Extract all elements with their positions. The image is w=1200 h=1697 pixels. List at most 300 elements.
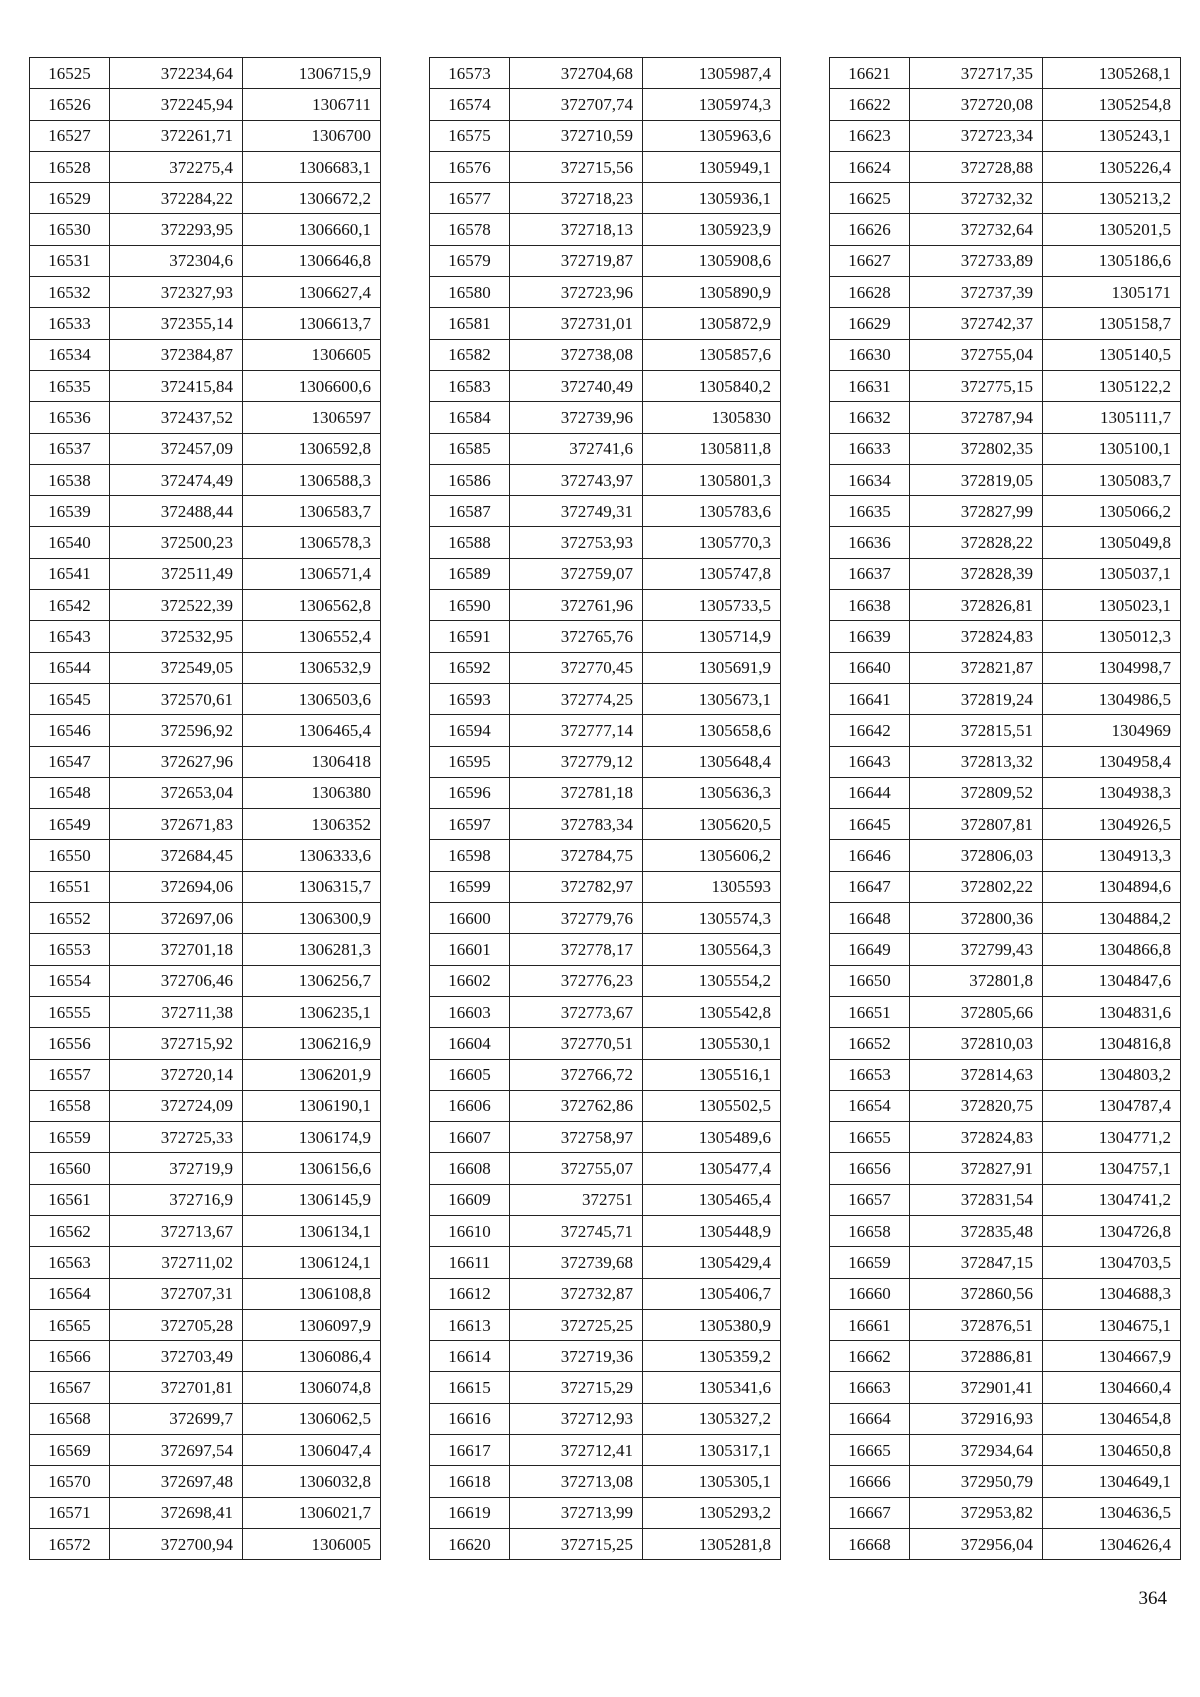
point-number-cell: 16616: [430, 1403, 510, 1434]
point-number-cell: 16551: [30, 871, 110, 902]
x-coordinate-cell: 372739,96: [510, 402, 643, 433]
y-coordinate-cell: 1305171: [1043, 277, 1181, 308]
x-coordinate-cell: 372719,9: [110, 1153, 243, 1184]
y-coordinate-cell: 1305908,6: [643, 245, 781, 276]
table-row: [430, 1278, 781, 1309]
x-coordinate-cell: 372671,83: [110, 809, 243, 840]
table-row: [30, 464, 381, 495]
point-number-cell: 16645: [830, 809, 910, 840]
point-number-cell: 16615: [430, 1372, 510, 1403]
table-row: [30, 590, 381, 621]
x-coordinate-cell: 372713,99: [510, 1497, 643, 1528]
y-coordinate-cell: 1305949,1: [643, 151, 781, 182]
table-row: [30, 1403, 381, 1434]
x-coordinate-cell: 372596,92: [110, 715, 243, 746]
x-coordinate-cell: 372758,97: [510, 1122, 643, 1153]
table-row: [430, 777, 781, 808]
point-number-cell: 16642: [830, 715, 910, 746]
point-number-cell: 16570: [30, 1466, 110, 1497]
y-coordinate-cell: 1306583,7: [243, 496, 381, 527]
table-row: [430, 433, 781, 464]
table-row: [830, 277, 1181, 308]
x-coordinate-cell: 372806,03: [910, 840, 1043, 871]
table-row: [430, 1372, 781, 1403]
table-row: [30, 1059, 381, 1090]
point-number-cell: 16543: [30, 621, 110, 652]
point-number-cell: 16565: [30, 1309, 110, 1340]
table-row: [830, 183, 1181, 214]
table-row: [30, 1309, 381, 1340]
point-number-cell: 16558: [30, 1090, 110, 1121]
y-coordinate-cell: 1304660,4: [1043, 1372, 1181, 1403]
x-coordinate-cell: 372765,76: [510, 621, 643, 652]
y-coordinate-cell: 1306646,8: [243, 245, 381, 276]
table-row: [30, 151, 381, 182]
y-coordinate-cell: 1306300,9: [243, 903, 381, 934]
x-coordinate-cell: 372761,96: [510, 590, 643, 621]
y-coordinate-cell: 1305733,5: [643, 590, 781, 621]
y-coordinate-cell: 1304650,8: [1043, 1435, 1181, 1466]
point-number-cell: 16540: [30, 527, 110, 558]
y-coordinate-cell: 1305305,1: [643, 1466, 781, 1497]
table-row: [430, 1497, 781, 1528]
y-coordinate-cell: 1305593: [643, 871, 781, 902]
y-coordinate-cell: 1306627,4: [243, 277, 381, 308]
x-coordinate-cell: 372694,06: [110, 871, 243, 902]
table-row: [30, 1372, 381, 1403]
y-coordinate-cell: 1305963,6: [643, 120, 781, 151]
table-row: [430, 402, 781, 433]
x-coordinate-cell: 372701,18: [110, 934, 243, 965]
x-coordinate-cell: 372814,63: [910, 1059, 1043, 1090]
table-row: [430, 934, 781, 965]
table-row: [30, 120, 381, 151]
point-number-cell: 16575: [430, 120, 510, 151]
point-number-cell: 16654: [830, 1090, 910, 1121]
table-row: [30, 777, 381, 808]
y-coordinate-cell: 1304866,8: [1043, 934, 1181, 965]
point-number-cell: 16552: [30, 903, 110, 934]
x-coordinate-cell: 372751: [510, 1184, 643, 1215]
y-coordinate-cell: 1305923,9: [643, 214, 781, 245]
table-row: [430, 1466, 781, 1497]
table-row: [830, 715, 1181, 746]
x-coordinate-cell: 372707,74: [510, 89, 643, 120]
y-coordinate-cell: 1304787,4: [1043, 1090, 1181, 1121]
point-number-cell: 16664: [830, 1403, 910, 1434]
point-number-cell: 16633: [830, 433, 910, 464]
point-number-cell: 16629: [830, 308, 910, 339]
table-row: [30, 277, 381, 308]
y-coordinate-cell: 1305100,1: [1043, 433, 1181, 464]
y-coordinate-cell: 1304757,1: [1043, 1153, 1181, 1184]
x-coordinate-cell: 372777,14: [510, 715, 643, 746]
y-coordinate-cell: 1305673,1: [643, 683, 781, 714]
x-coordinate-cell: 372522,39: [110, 590, 243, 621]
x-coordinate-cell: 372876,51: [910, 1309, 1043, 1340]
table-row: [30, 1278, 381, 1309]
y-coordinate-cell: 1304803,2: [1043, 1059, 1181, 1090]
y-coordinate-cell: 1306571,4: [243, 558, 381, 589]
x-coordinate-cell: 372824,83: [910, 1122, 1043, 1153]
x-coordinate-cell: 372787,94: [910, 402, 1043, 433]
point-number-cell: 16656: [830, 1153, 910, 1184]
y-coordinate-cell: 1305830: [643, 402, 781, 433]
x-coordinate-cell: 372773,67: [510, 996, 643, 1027]
table-row: [30, 1028, 381, 1059]
table-row: [830, 339, 1181, 370]
y-coordinate-cell: 1305974,3: [643, 89, 781, 120]
y-coordinate-cell: 1306201,9: [243, 1059, 381, 1090]
point-number-cell: 16564: [30, 1278, 110, 1309]
table-row: [430, 1184, 781, 1215]
table-row: [830, 1497, 1181, 1528]
point-number-cell: 16555: [30, 996, 110, 1027]
y-coordinate-cell: 1306074,8: [243, 1372, 381, 1403]
x-coordinate-cell: 372826,81: [910, 590, 1043, 621]
point-number-cell: 16650: [830, 965, 910, 996]
x-coordinate-cell: 372737,39: [910, 277, 1043, 308]
x-coordinate-cell: 372759,07: [510, 558, 643, 589]
x-coordinate-cell: 372740,49: [510, 370, 643, 401]
table-row: [430, 746, 781, 777]
point-number-cell: 16613: [430, 1309, 510, 1340]
y-coordinate-cell: 1306380: [243, 777, 381, 808]
table-row: [30, 214, 381, 245]
point-number-cell: 16589: [430, 558, 510, 589]
table-row: [830, 777, 1181, 808]
y-coordinate-cell: 1305111,7: [1043, 402, 1181, 433]
point-number-cell: 16532: [30, 277, 110, 308]
table-row: [830, 965, 1181, 996]
x-coordinate-cell: 372739,68: [510, 1247, 643, 1278]
y-coordinate-cell: 1306124,1: [243, 1247, 381, 1278]
point-number-cell: 16608: [430, 1153, 510, 1184]
x-coordinate-cell: 372809,52: [910, 777, 1043, 808]
x-coordinate-cell: 372511,49: [110, 558, 243, 589]
table-row: [30, 1497, 381, 1528]
point-number-cell: 16554: [30, 965, 110, 996]
y-coordinate-cell: 1306418: [243, 746, 381, 777]
point-number-cell: 16644: [830, 777, 910, 808]
point-number-cell: 16539: [30, 496, 110, 527]
x-coordinate-cell: 372488,44: [110, 496, 243, 527]
y-coordinate-cell: 1305012,3: [1043, 621, 1181, 652]
point-number-cell: 16660: [830, 1278, 910, 1309]
y-coordinate-cell: 1304667,9: [1043, 1341, 1181, 1372]
table-row: [830, 89, 1181, 120]
x-coordinate-cell: 372261,71: [110, 120, 243, 151]
point-number-cell: 16636: [830, 527, 910, 558]
x-coordinate-cell: 372570,61: [110, 683, 243, 714]
table-row: [30, 871, 381, 902]
point-number-cell: 16546: [30, 715, 110, 746]
table-row: [830, 464, 1181, 495]
point-number-cell: 16649: [830, 934, 910, 965]
y-coordinate-cell: 1304703,5: [1043, 1247, 1181, 1278]
point-number-cell: 16640: [830, 652, 910, 683]
point-number-cell: 16598: [430, 840, 510, 871]
x-coordinate-cell: 372718,13: [510, 214, 643, 245]
x-coordinate-cell: 372738,08: [510, 339, 643, 370]
y-coordinate-cell: 1304741,2: [1043, 1184, 1181, 1215]
table-row: [430, 89, 781, 120]
point-number-cell: 16628: [830, 277, 910, 308]
x-coordinate-cell: 372778,17: [510, 934, 643, 965]
y-coordinate-cell: 1306315,7: [243, 871, 381, 902]
point-number-cell: 16549: [30, 809, 110, 840]
table-row: [830, 683, 1181, 714]
x-coordinate-cell: 372699,7: [110, 1403, 243, 1434]
point-number-cell: 16595: [430, 746, 510, 777]
x-coordinate-cell: 372415,84: [110, 370, 243, 401]
x-coordinate-cell: 372717,35: [910, 58, 1043, 89]
y-coordinate-cell: 1305083,7: [1043, 464, 1181, 495]
table-row: [830, 871, 1181, 902]
y-coordinate-cell: 1305359,2: [643, 1341, 781, 1372]
x-coordinate-cell: 372704,68: [510, 58, 643, 89]
x-coordinate-cell: 372953,82: [910, 1497, 1043, 1528]
y-coordinate-cell: 1305890,9: [643, 277, 781, 308]
point-number-cell: 16529: [30, 183, 110, 214]
table-row: [830, 402, 1181, 433]
table-row: [830, 1435, 1181, 1466]
y-coordinate-cell: 1304926,5: [1043, 809, 1181, 840]
x-coordinate-cell: 372700,94: [110, 1528, 243, 1559]
point-number-cell: 16605: [430, 1059, 510, 1090]
table-row: [430, 464, 781, 495]
coordinate-table-2: [429, 57, 781, 1560]
y-coordinate-cell: 1306047,4: [243, 1435, 381, 1466]
point-number-cell: 16559: [30, 1122, 110, 1153]
y-coordinate-cell: 1305636,3: [643, 777, 781, 808]
x-coordinate-cell: 372713,08: [510, 1466, 643, 1497]
table-row: [830, 1466, 1181, 1497]
y-coordinate-cell: 1306134,1: [243, 1215, 381, 1246]
y-coordinate-cell: 1305530,1: [643, 1028, 781, 1059]
point-number-cell: 16646: [830, 840, 910, 871]
point-number-cell: 16666: [830, 1466, 910, 1497]
point-number-cell: 16544: [30, 652, 110, 683]
y-coordinate-cell: 1306097,9: [243, 1309, 381, 1340]
table-row: [30, 1435, 381, 1466]
table-row: [430, 1059, 781, 1090]
y-coordinate-cell: 1306532,9: [243, 652, 381, 683]
x-coordinate-cell: 372724,09: [110, 1090, 243, 1121]
x-coordinate-cell: 372950,79: [910, 1466, 1043, 1497]
point-number-cell: 16536: [30, 402, 110, 433]
table-row: [30, 1215, 381, 1246]
table-row: [830, 1278, 1181, 1309]
y-coordinate-cell: 1306032,8: [243, 1466, 381, 1497]
y-coordinate-cell: 1304675,1: [1043, 1309, 1181, 1340]
x-coordinate-cell: 372916,93: [910, 1403, 1043, 1434]
y-coordinate-cell: 1306588,3: [243, 464, 381, 495]
point-number-cell: 16548: [30, 777, 110, 808]
table-row: [30, 809, 381, 840]
y-coordinate-cell: 1305317,1: [643, 1435, 781, 1466]
x-coordinate-cell: 372713,67: [110, 1215, 243, 1246]
y-coordinate-cell: 1305465,4: [643, 1184, 781, 1215]
table-row: [30, 89, 381, 120]
point-number-cell: 16607: [430, 1122, 510, 1153]
x-coordinate-cell: 372549,05: [110, 652, 243, 683]
y-coordinate-cell: 1304649,1: [1043, 1466, 1181, 1497]
x-coordinate-cell: 372723,96: [510, 277, 643, 308]
table-row: [430, 965, 781, 996]
x-coordinate-cell: 372774,25: [510, 683, 643, 714]
y-coordinate-cell: 1305872,9: [643, 308, 781, 339]
y-coordinate-cell: 1306700: [243, 120, 381, 151]
y-coordinate-cell: 1305811,8: [643, 433, 781, 464]
point-number-cell: 16624: [830, 151, 910, 182]
y-coordinate-cell: 1305620,5: [643, 809, 781, 840]
y-coordinate-cell: 1306592,8: [243, 433, 381, 464]
y-coordinate-cell: 1305406,7: [643, 1278, 781, 1309]
x-coordinate-cell: 372719,87: [510, 245, 643, 276]
y-coordinate-cell: 1305783,6: [643, 496, 781, 527]
point-number-cell: 16557: [30, 1059, 110, 1090]
x-coordinate-cell: 372776,23: [510, 965, 643, 996]
y-coordinate-cell: 1305023,1: [1043, 590, 1181, 621]
point-number-cell: 16655: [830, 1122, 910, 1153]
point-number-cell: 16585: [430, 433, 510, 464]
y-coordinate-cell: 1304847,6: [1043, 965, 1181, 996]
point-number-cell: 16550: [30, 840, 110, 871]
table-row: [30, 1528, 381, 1559]
x-coordinate-cell: 372720,14: [110, 1059, 243, 1090]
table-row: [430, 370, 781, 401]
point-number-cell: 16590: [430, 590, 510, 621]
table-row: [830, 527, 1181, 558]
y-coordinate-cell: 1305857,6: [643, 339, 781, 370]
point-number-cell: 16560: [30, 1153, 110, 1184]
x-coordinate-cell: 372820,75: [910, 1090, 1043, 1121]
point-number-cell: 16657: [830, 1184, 910, 1215]
y-coordinate-cell: 1305658,6: [643, 715, 781, 746]
table-row: [830, 1059, 1181, 1090]
x-coordinate-cell: 372719,36: [510, 1341, 643, 1372]
y-coordinate-cell: 1304626,4: [1043, 1528, 1181, 1559]
y-coordinate-cell: 1305213,2: [1043, 183, 1181, 214]
table-row: [30, 433, 381, 464]
point-number-cell: 16535: [30, 370, 110, 401]
point-number-cell: 16648: [830, 903, 910, 934]
point-number-cell: 16596: [430, 777, 510, 808]
point-number-cell: 16542: [30, 590, 110, 621]
table-row: [30, 1090, 381, 1121]
point-number-cell: 16537: [30, 433, 110, 464]
table-row: [30, 1341, 381, 1372]
y-coordinate-cell: 1304969: [1043, 715, 1181, 746]
x-coordinate-cell: 372725,25: [510, 1309, 643, 1340]
table-row: [30, 339, 381, 370]
y-coordinate-cell: 1306613,7: [243, 308, 381, 339]
point-number-cell: 16577: [430, 183, 510, 214]
table-row: [830, 1122, 1181, 1153]
table-row: [830, 308, 1181, 339]
x-coordinate-cell: 372743,97: [510, 464, 643, 495]
y-coordinate-cell: 1305341,6: [643, 1372, 781, 1403]
y-coordinate-cell: 1305243,1: [1043, 120, 1181, 151]
point-number-cell: 16627: [830, 245, 910, 276]
point-number-cell: 16611: [430, 1247, 510, 1278]
point-number-cell: 16530: [30, 214, 110, 245]
table-row: [430, 809, 781, 840]
table-row: [830, 120, 1181, 151]
table-row: [430, 1435, 781, 1466]
x-coordinate-cell: 372707,31: [110, 1278, 243, 1309]
y-coordinate-cell: 1305226,4: [1043, 151, 1181, 182]
table-row: [830, 558, 1181, 589]
point-number-cell: 16622: [830, 89, 910, 120]
y-coordinate-cell: 1304816,8: [1043, 1028, 1181, 1059]
table-row: [30, 558, 381, 589]
y-coordinate-cell: 1305429,4: [643, 1247, 781, 1278]
y-coordinate-cell: 1304998,7: [1043, 652, 1181, 683]
x-coordinate-cell: 372474,49: [110, 464, 243, 495]
y-coordinate-cell: 1306256,7: [243, 965, 381, 996]
y-coordinate-cell: 1305606,2: [643, 840, 781, 871]
coordinate-table-1: [29, 57, 381, 1560]
x-coordinate-cell: 372712,41: [510, 1435, 643, 1466]
y-coordinate-cell: 1304938,3: [1043, 777, 1181, 808]
table-row: [830, 996, 1181, 1027]
table-row: [430, 245, 781, 276]
table-row: [430, 1341, 781, 1372]
x-coordinate-cell: 372706,46: [110, 965, 243, 996]
point-number-cell: 16583: [430, 370, 510, 401]
y-coordinate-cell: 1305648,4: [643, 746, 781, 777]
point-number-cell: 16632: [830, 402, 910, 433]
y-coordinate-cell: 1304958,4: [1043, 746, 1181, 777]
x-coordinate-cell: 372860,56: [910, 1278, 1043, 1309]
point-number-cell: 16612: [430, 1278, 510, 1309]
table-row: [830, 621, 1181, 652]
x-coordinate-cell: 372715,25: [510, 1528, 643, 1559]
y-coordinate-cell: 1305186,6: [1043, 245, 1181, 276]
x-coordinate-cell: 372710,59: [510, 120, 643, 151]
y-coordinate-cell: 1305448,9: [643, 1215, 781, 1246]
x-coordinate-cell: 372705,28: [110, 1309, 243, 1340]
table-row: [430, 120, 781, 151]
point-number-cell: 16597: [430, 809, 510, 840]
point-number-cell: 16662: [830, 1341, 910, 1372]
x-coordinate-cell: 372720,08: [910, 89, 1043, 120]
point-number-cell: 16635: [830, 496, 910, 527]
table-row: [430, 1247, 781, 1278]
point-number-cell: 16668: [830, 1528, 910, 1559]
y-coordinate-cell: 1306174,9: [243, 1122, 381, 1153]
x-coordinate-cell: 372828,39: [910, 558, 1043, 589]
x-coordinate-cell: 372799,43: [910, 934, 1043, 965]
table-row: [830, 1184, 1181, 1215]
point-number-cell: 16601: [430, 934, 510, 965]
table-row: [830, 1341, 1181, 1372]
y-coordinate-cell: 1306062,5: [243, 1403, 381, 1434]
y-coordinate-cell: 1305037,1: [1043, 558, 1181, 589]
point-number-cell: 16526: [30, 89, 110, 120]
x-coordinate-cell: 372732,64: [910, 214, 1043, 245]
point-number-cell: 16545: [30, 683, 110, 714]
point-number-cell: 16538: [30, 464, 110, 495]
table-row: [430, 871, 781, 902]
y-coordinate-cell: 1306578,3: [243, 527, 381, 558]
x-coordinate-cell: 372762,86: [510, 1090, 643, 1121]
x-coordinate-cell: 372800,36: [910, 903, 1043, 934]
x-coordinate-cell: 372815,51: [910, 715, 1043, 746]
x-coordinate-cell: 372831,54: [910, 1184, 1043, 1215]
